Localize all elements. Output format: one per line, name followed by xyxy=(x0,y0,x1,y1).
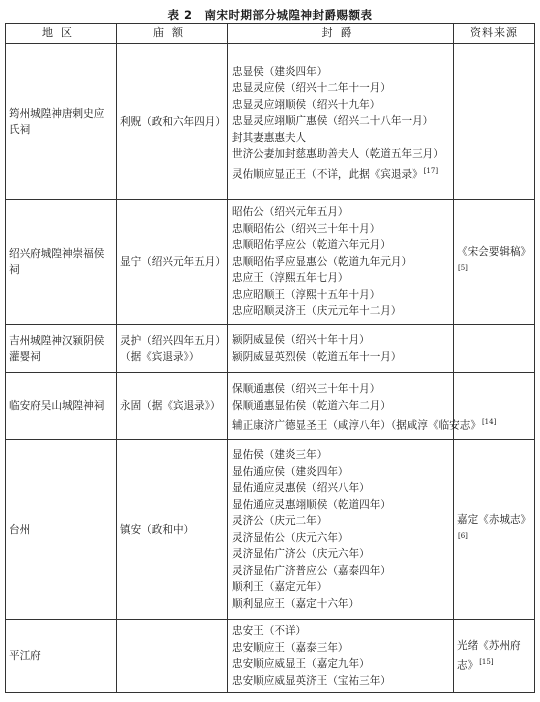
table-row xyxy=(6,325,535,373)
title-entry xyxy=(232,579,449,596)
title-entry xyxy=(232,146,449,163)
title-entry xyxy=(232,130,449,147)
source-text xyxy=(457,512,531,548)
title-entry xyxy=(232,204,449,221)
title-text: 忠应昭顺王（淳熙十五年十月） xyxy=(232,288,381,301)
title-entry xyxy=(232,673,449,690)
title-entry xyxy=(232,546,449,563)
citation-mark: [14] xyxy=(481,418,497,427)
title-text: 灵济显佑公（庆元六年） xyxy=(232,531,349,544)
title-entry xyxy=(232,381,449,398)
title-text: 忠显灵应翊顺侯（绍兴十九年） xyxy=(232,98,381,111)
title-entry xyxy=(232,254,449,271)
region-text: 吉州城隍神汉颍阴侯灌婴祠 xyxy=(9,334,105,363)
title-text: 显佑通应侯（建炎四年） xyxy=(232,465,349,478)
title-entry xyxy=(232,596,449,613)
city-god-title-table xyxy=(5,23,535,693)
region-cell xyxy=(6,440,117,620)
title-text: 显佑侯（建炎三年） xyxy=(232,449,328,461)
table-row xyxy=(6,620,535,693)
source-text xyxy=(457,638,531,674)
title-text: 颍阴威显英烈侯（乾道五年十一月） xyxy=(232,350,402,363)
source-cell xyxy=(454,44,535,200)
titles-cell xyxy=(228,440,454,620)
table-caption: 表 2 南宋时期部分城隍神封爵赐额表 xyxy=(167,8,373,22)
titles-cell xyxy=(228,325,454,373)
title-text: 忠安王（不详） xyxy=(232,625,307,637)
table-row xyxy=(6,440,535,620)
region-cell xyxy=(6,373,117,440)
region-cell xyxy=(6,325,117,373)
source-cell xyxy=(454,325,535,373)
table-row xyxy=(6,44,535,200)
title-text: 封其妻惠惠夫人 xyxy=(232,131,307,144)
title-entry xyxy=(232,80,449,97)
title-entry xyxy=(232,97,449,114)
source-cell xyxy=(454,200,535,325)
title-text: 显佑通应灵惠翊顺侯（乾道四年） xyxy=(232,498,391,511)
temple-name-text: 镇安（政和中） xyxy=(120,523,195,536)
temple-name-cell xyxy=(117,44,228,200)
temple-name-cell xyxy=(117,200,228,325)
temple-name-cell xyxy=(117,325,228,373)
source-title: 嘉定《赤城志》 xyxy=(457,513,532,526)
title-entry xyxy=(232,497,449,514)
citation-mark: [17] xyxy=(423,166,439,175)
region-text: 绍兴府城隍神崇福侯祠 xyxy=(9,248,105,276)
citation-mark: [15] xyxy=(479,658,494,667)
title-text: 灵济显佑广济公（庆元六年） xyxy=(232,548,370,560)
title-text: 忠安顺应威显王（嘉定九年） xyxy=(232,658,370,670)
title-text: 灵济显佑广济普应公（嘉泰四年） xyxy=(232,564,391,577)
title-text: 世济公妻加封慈惠助善夫人（乾道五年三月） xyxy=(232,148,444,161)
region-text: 平江府 xyxy=(9,650,41,662)
title-text: 忠安顺应威显英济王（宝祐三年） xyxy=(232,674,391,687)
temple-name-text: 永固（据《宾退录》） xyxy=(120,400,221,412)
region-text: 临安府吴山城隍神祠 xyxy=(9,400,105,412)
title-entry xyxy=(232,349,449,366)
title-entry xyxy=(232,287,449,304)
temple-name-text: 利贶（政和六年四月） xyxy=(120,115,226,128)
title-entry xyxy=(232,221,449,238)
title-text: 辅正康济广德显圣王（咸淳八年）（据咸淳《临安志》 xyxy=(232,419,481,432)
header-temple-name: 庙额 xyxy=(117,24,228,44)
title-entry xyxy=(232,623,449,640)
titles-cell xyxy=(228,373,497,440)
temple-name-cell xyxy=(117,440,228,620)
region-text: 台州 xyxy=(9,523,31,536)
title-text: 显佑通应灵惠侯（绍兴八年） xyxy=(232,482,370,494)
header-region: 地区 xyxy=(6,24,117,44)
source-text xyxy=(457,244,531,280)
source-title: 《宋会要辑稿》 xyxy=(457,246,532,259)
source-cell xyxy=(454,620,535,693)
title-entry xyxy=(232,640,449,657)
title-entry xyxy=(232,303,449,320)
title-text: 忠顺昭佑孚应公（乾道六年元月） xyxy=(232,239,391,252)
title-entry xyxy=(232,480,449,497)
titles-cell xyxy=(228,44,454,200)
title-text: 忠显灵应翊顺广惠侯（绍兴二十八年一月） xyxy=(232,115,434,128)
title-text: 灵佑顺应显正王（不详，此据《宾退录》 xyxy=(232,168,423,181)
temple-name-cell xyxy=(117,620,228,693)
temple-name-text: 显宁（绍兴元年五月） xyxy=(120,256,226,268)
citation-mark: [5] xyxy=(458,264,468,273)
title-entry xyxy=(232,464,449,481)
titles-cell xyxy=(228,620,454,693)
title-entry xyxy=(232,237,449,254)
source-cell xyxy=(454,440,535,620)
header-titles: 封爵 xyxy=(228,24,454,44)
title-text: 颍阴威显侯（绍兴十年十月） xyxy=(232,334,370,346)
title-text: 忠顺昭佑孚应显惠公（乾道九年元月） xyxy=(232,255,413,268)
title-text: 忠顺昭佑公（绍兴三十年十月） xyxy=(232,222,381,235)
title-entry xyxy=(232,163,449,180)
region-cell xyxy=(6,44,117,200)
title-entry xyxy=(232,113,449,130)
temple-name-cell xyxy=(117,373,228,440)
title-text: 保顺通惠显佑侯（乾道六年二月） xyxy=(232,399,391,412)
title-entry xyxy=(232,270,449,287)
title-entry xyxy=(232,513,449,530)
region-text: 筠州城隍神唐剌史应氏祠 xyxy=(9,107,105,136)
title-text: 忠显灵应侯（绍兴十二年十一月） xyxy=(232,82,391,95)
citation-mark: [6] xyxy=(458,531,468,540)
title-entry xyxy=(232,398,449,415)
title-entry xyxy=(232,64,449,81)
title-text: 忠安顺应王（嘉泰三年） xyxy=(232,641,349,654)
title-entry xyxy=(232,414,497,432)
title-text: 忠应昭顺灵济王（庆元元年十二月） xyxy=(232,305,402,318)
title-text: 顺利王（嘉定元年） xyxy=(232,581,328,593)
header-source: 资料来源 xyxy=(454,24,535,44)
title-text: 昭佑公（绍兴元年五月） xyxy=(232,206,349,219)
source-title: 光绪《苏州府志》 xyxy=(457,640,521,672)
titles-cell xyxy=(228,200,454,325)
title-text: 忠显侯（建炎四年） xyxy=(232,65,328,78)
title-entry xyxy=(232,563,449,580)
title-entry xyxy=(232,447,449,464)
title-text: 保顺通惠侯（绍兴三十年十月） xyxy=(232,383,381,396)
region-cell xyxy=(6,620,117,693)
title-entry xyxy=(232,656,449,673)
header-row xyxy=(6,24,535,44)
table-row xyxy=(6,373,535,440)
title-entry xyxy=(232,332,449,349)
temple-name-text: 灵护（绍兴四年五月）（据《宾退录》） xyxy=(120,334,221,363)
title-text: 灵济公（庆元二年） xyxy=(232,515,328,527)
table-row xyxy=(6,200,535,325)
region-cell xyxy=(6,200,117,325)
title-entry xyxy=(232,530,449,547)
title-text: 忠应王（淳熙五年七月） xyxy=(232,272,349,285)
title-text: 顺利显应王（嘉定十六年） xyxy=(232,597,360,610)
